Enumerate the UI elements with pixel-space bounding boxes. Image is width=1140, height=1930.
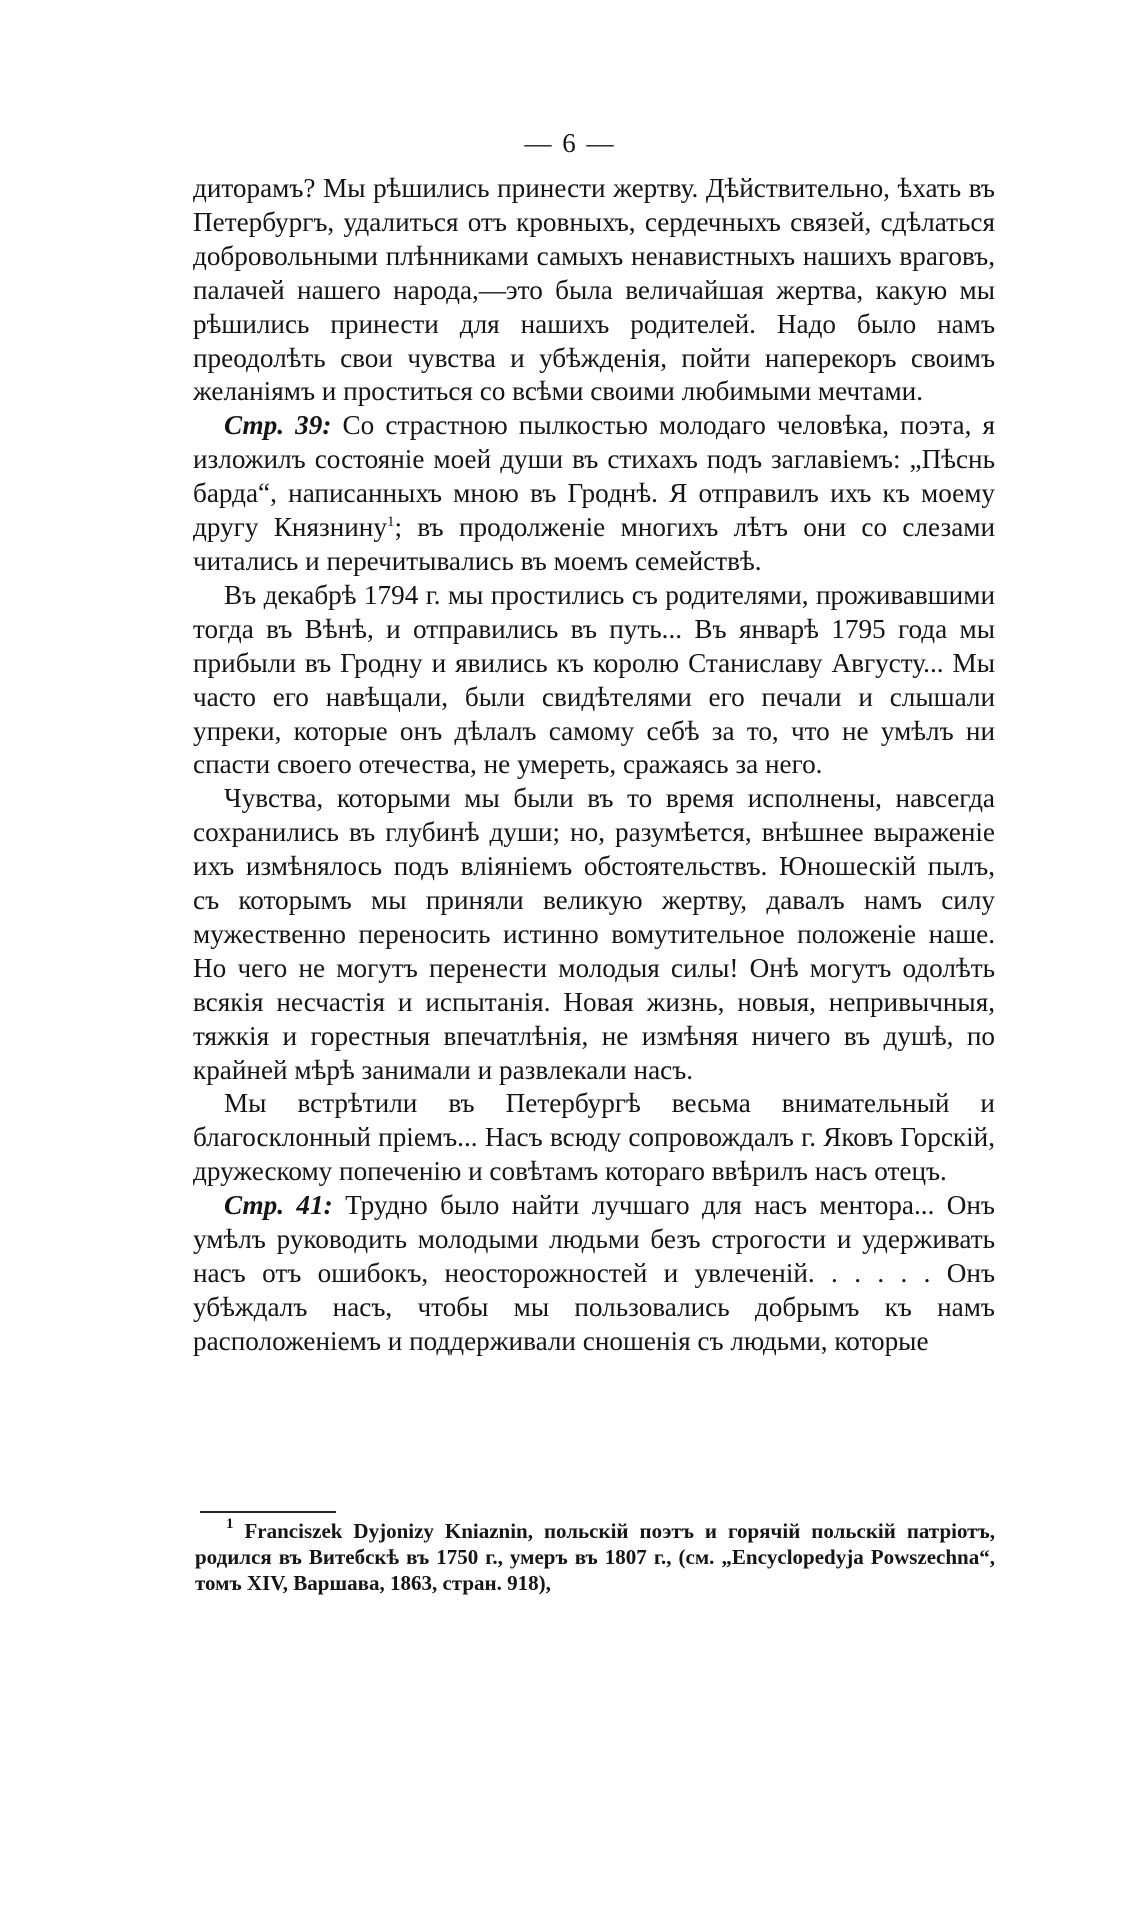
page-reference: Стр. 39: <box>224 410 332 441</box>
paragraph-text-continued: ; въ продолженіе многихъ лѣтъ они со слезами читались и перечитывались въ моемъ семействѣ. <box>193 512 996 576</box>
main-text <box>193 172 995 1359</box>
footnote-number: 1 <box>226 1516 234 1532</box>
footnote-divider <box>200 1511 336 1513</box>
footnote-text: Franciszek Dyjonizy Kniaznin, польскій поэтъ и горячій польскій патріотъ, родился въ Витебскѣ въ 1750 г., умеръ въ 1807 г., (см. „Encyclopedyja Powszechna“, томъ XIV, Варшава, 1863, стран. 918), <box>195 1519 995 1595</box>
paragraph-6 <box>193 1189 995 1359</box>
page-number: — 6 — <box>524 128 616 158</box>
paragraph-3: Въ декабрѣ 1794 г. мы простились съ родителями, проживавшими тогда въ Вѣнѣ, и отправились въ путь... Въ январѣ 1795 года мы прибыли въ Гродну и явились къ королю Станиславу Августу... Мы часто его навѣщали, были свидѣтелями его печали и слышали упреки, которые онъ дѣлалъ самому себѣ за то, что не умѣлъ ни спасти своего отечества, не умереть, сражаясь за него. <box>193 579 995 780</box>
paragraph-4: Чувства, которыми мы были въ то время исполнены, навсегда сохранились въ глубинѣ души; но, разумѣется, внѣшнее выраженіе ихъ измѣнялось подъ вліяніемъ обстоятельствъ. Юношескій пылъ, съ которымъ мы приняли великую жертву, давалъ намъ силу мужественно переносить истинно вомутительное положеніе наше. Но чего не могутъ перенести молодыя силы! Онѣ могутъ одолѣть всякія несчастія и испытанія. Новая жизнь, новыя, непривычныя, тяжкія и горестныя впечатлѣнія, не измѣняя ничего въ душѣ, по крайней мѣрѣ занимали и развлекали насъ. <box>193 783 995 1085</box>
page-reference: Стр. 41: <box>224 1190 333 1221</box>
footnote <box>195 1518 995 1596</box>
paragraph-text: Со страстною пылкостью молодаго человѣка, поэта, я изложилъ состояніе моей души въ стихахъ подъ заглавіемъ: „Пѣснь барда“, написанныхъ мною въ Гроднѣ. Я отправилъ ихъ къ моему другу Князнину <box>193 410 995 543</box>
paragraph-5: Мы встрѣтили въ Петербургѣ весьма внимательный и благосклонный пріемъ... Насъ всюду сопровождалъ г. Яковъ Горскій, дружескому попеченію и совѣтамъ котораго ввѣрилъ насъ отецъ. <box>193 1088 995 1187</box>
footnote-marker: 1 <box>386 514 395 531</box>
paragraph-text: Трудно было найти лучшаго для насъ ментора... Онъ умѣлъ руководить молодыми людьми безъ строгости и удерживать насъ отъ ошибокъ, неосторожностей и увлеченій. . . . . . Онъ убѣждалъ насъ, чтобы мы пользовались добрымъ къ намъ расположеніемъ и поддерживали сношенія съ людьми, которые <box>193 1190 995 1356</box>
paragraph-1: диторамъ? Мы рѣшились принести жертву. Дѣйствительно, ѣхать въ Петербургъ, удалиться отъ кровныхъ, сердечныхъ связей, сдѣлаться добровольными плѣнниками самыхъ ненавистныхъ нашихъ враговъ, палачей нашего народа,—это была величайшая жертва, какую мы рѣшились принести для нашихъ родителей. Надо было намъ преодолѣть свои чувства и убѣжденія, пойти наперекоръ своимъ желаніямъ и проститься со всѣми своими любимыми мечтами. <box>193 173 995 407</box>
paragraph-2 <box>193 409 995 579</box>
